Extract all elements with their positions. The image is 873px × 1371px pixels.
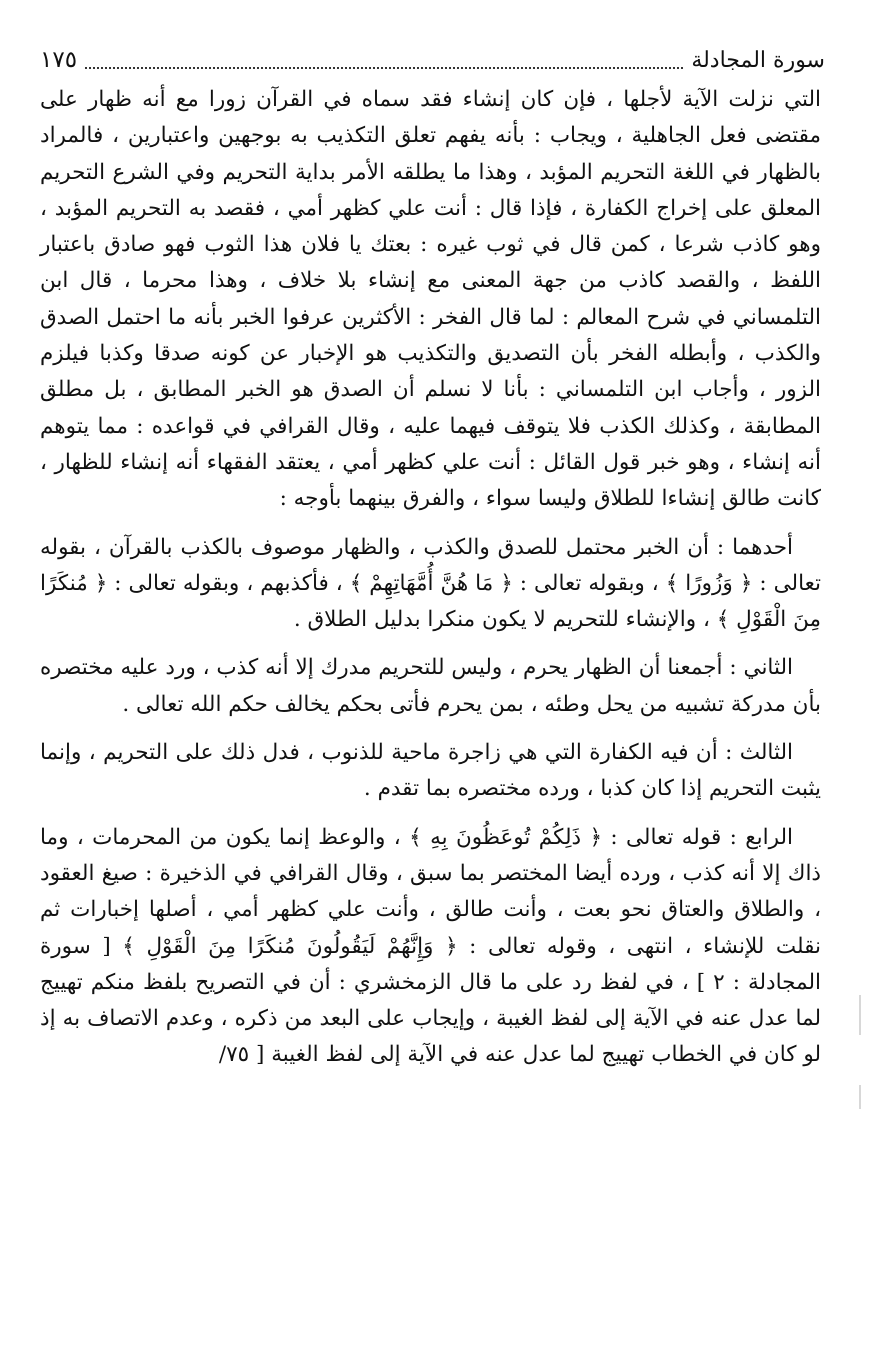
text-line: وما ذاك إلا أنه كذب ، ورده أيضا المختصر بما سبق ، وقال القرافي في الذخيرة : صيغ	[40, 824, 821, 886]
text-line: الثاني : أجمعنا أن الظهار يحرم ، وليس للتحريم مدرك إلا أنه كذب ، ورد عليه	[120, 655, 793, 681]
surah-title: سورة المجادلة	[691, 47, 825, 73]
text-line: مختصره بأن مدركة تشبيه من يحل وطئه ، بمن يحرم فأتى بحكم يخالف حكم الله	[40, 655, 821, 717]
text-line: يعتقد الفقهاء أنه إنشاء للظهار ، كانت طالق إنشاءا للطلاق وليسا سواء ، والفرق بينهما	[40, 449, 821, 512]
text-line: أحدهما : أن الخبر محتمل للصدق والكذب ، والظهار موصوف بالكذب	[180, 534, 793, 560]
text-line: وإنما يثبت التحريم إذا كان كذبا ، ورده مختصره بما تقدم .	[40, 740, 821, 802]
text-line: كونه صدقا وكذبا فيلزم الزور ، وأجاب ابن التلمساني : بأنا لا نسلم أن الصدق هو	[40, 341, 821, 403]
page-number: ١٧٥	[40, 47, 78, 73]
text-line: إخبارات ثم نقلت للإنشاء ، انتهى ، وقوله تعالى : ﴿ وَإِنَّهُمْ لَيَقُولُونَ مُنكَرًا مِنَ الْقَوْلِ ﴾	[40, 897, 821, 959]
text-line: التي نزلت الآية لأجلها ، فإن كان إنشاء فقد سماه في القرآن زورا مع أنه ظهار على	[40, 87, 821, 112]
text-line: بأوجه :	[279, 486, 342, 512]
paragraph-5	[40, 820, 821, 1074]
text-line: تعالى .	[122, 691, 184, 717]
text-line: الخبر المطابق ، بل مطلق المطابقة ، وكذلك الكذب فلا يتوقف فيهما عليه ، وقال	[40, 377, 821, 439]
text-line: مقتضى فعل الجاهلية ، ويجاب : بأنه يفهم تعلق التكذيب به بوجهين واعتبارين ،	[112, 123, 821, 149]
text-line: الاتصاف به إذ لو كان في الخطاب تهييج لما عدل عنه في الآية إلى لفظ الغيبة [ ٧٥/	[40, 1006, 821, 1068]
text-line: بأنه ما احتمل الصدق والكذب ، وأبطله الفخر بأن التصديق والتكذيب هو الإخبار عن	[40, 304, 821, 367]
text-line: محرما ، قال ابن التلمساني في شرح المعالم : لما قال الفخر : الأكثرين عرفوا الخبر	[40, 268, 822, 330]
text-line: فهو صادق باعتبار اللفظ ، والقصد كاذب من جهة المعنى مع إنشاء بلا خلاف ، وهذا	[40, 232, 821, 294]
text-line: منكم تهييج لما عدل عنه في الآية إلى لفظ الغيبة ، وإيجاب على البعد من ذكره ، وعدم	[40, 969, 821, 1032]
paragraph-1	[40, 82, 821, 518]
text-line: العقود ، والطلاق والعتاق نحو بعت ، وأنت طالق ، وأنت علي كظهر أمي ، أصلها	[40, 860, 822, 923]
paragraph-4	[40, 735, 821, 808]
margin-mark	[859, 995, 861, 1035]
text-line: الرابع : قوله تعالى : ﴿ ذَلِكُمْ تُوعَظُونَ بِهِ ﴾ ، والوعظ إنما يكون من المحرمات ،	[76, 824, 793, 850]
margin-mark	[859, 1085, 861, 1109]
text-line: فالمراد بالظهار في اللغة التحريم المؤبد ، وهذا ما يطلقه الأمر بداية التحريم وفي	[40, 123, 822, 185]
running-header	[40, 40, 825, 80]
text-line: [ سورة المجادلة : ٢ ] ، في لفظ رد على ما قال الزمخشري : أن في التصريح بلفظ	[40, 933, 821, 995]
text-line: التحريم المؤبد ، وهو كاذب شرعا ، كمن قال في ثوب غيره : بعتك يا فلان هذا الثوب	[40, 195, 821, 258]
text-line: القرافي في قواعده : مما يتوهم أنه إنشاء ، وهو خبر قول القائل : أنت علي كظهر أمي ،	[40, 413, 821, 475]
text-line: بالقرآن ، بقوله تعالى : ﴿ وَزُورًا ﴾ ، وبقوله تعالى : ﴿ مَا هُنَّ أُمَّهَاتِهِمْ ﴾ ، فأكذبهم ،	[40, 534, 821, 596]
header-dotted-rule	[85, 67, 683, 69]
paragraph-3	[40, 650, 821, 723]
text-line: وبقوله تعالى : ﴿ مُنكَرًا مِنَ الْقَوْلِ ﴾ ، والإنشاء للتحريم لا يكون منكرا بدليل الطلاق .	[40, 570, 821, 633]
text-line: الثالث : أن فيه الكفارة التي هي زاجرة ماحية للذنوب ، فدل ذلك على التحريم ،	[88, 740, 793, 766]
paragraph-2	[40, 530, 821, 639]
text-line: الشرع التحريم المعلق على إخراج الكفارة ، فإذا قال : أنت علي كظهر أمي ، فقصد به	[40, 159, 821, 221]
page-body	[40, 82, 821, 1074]
